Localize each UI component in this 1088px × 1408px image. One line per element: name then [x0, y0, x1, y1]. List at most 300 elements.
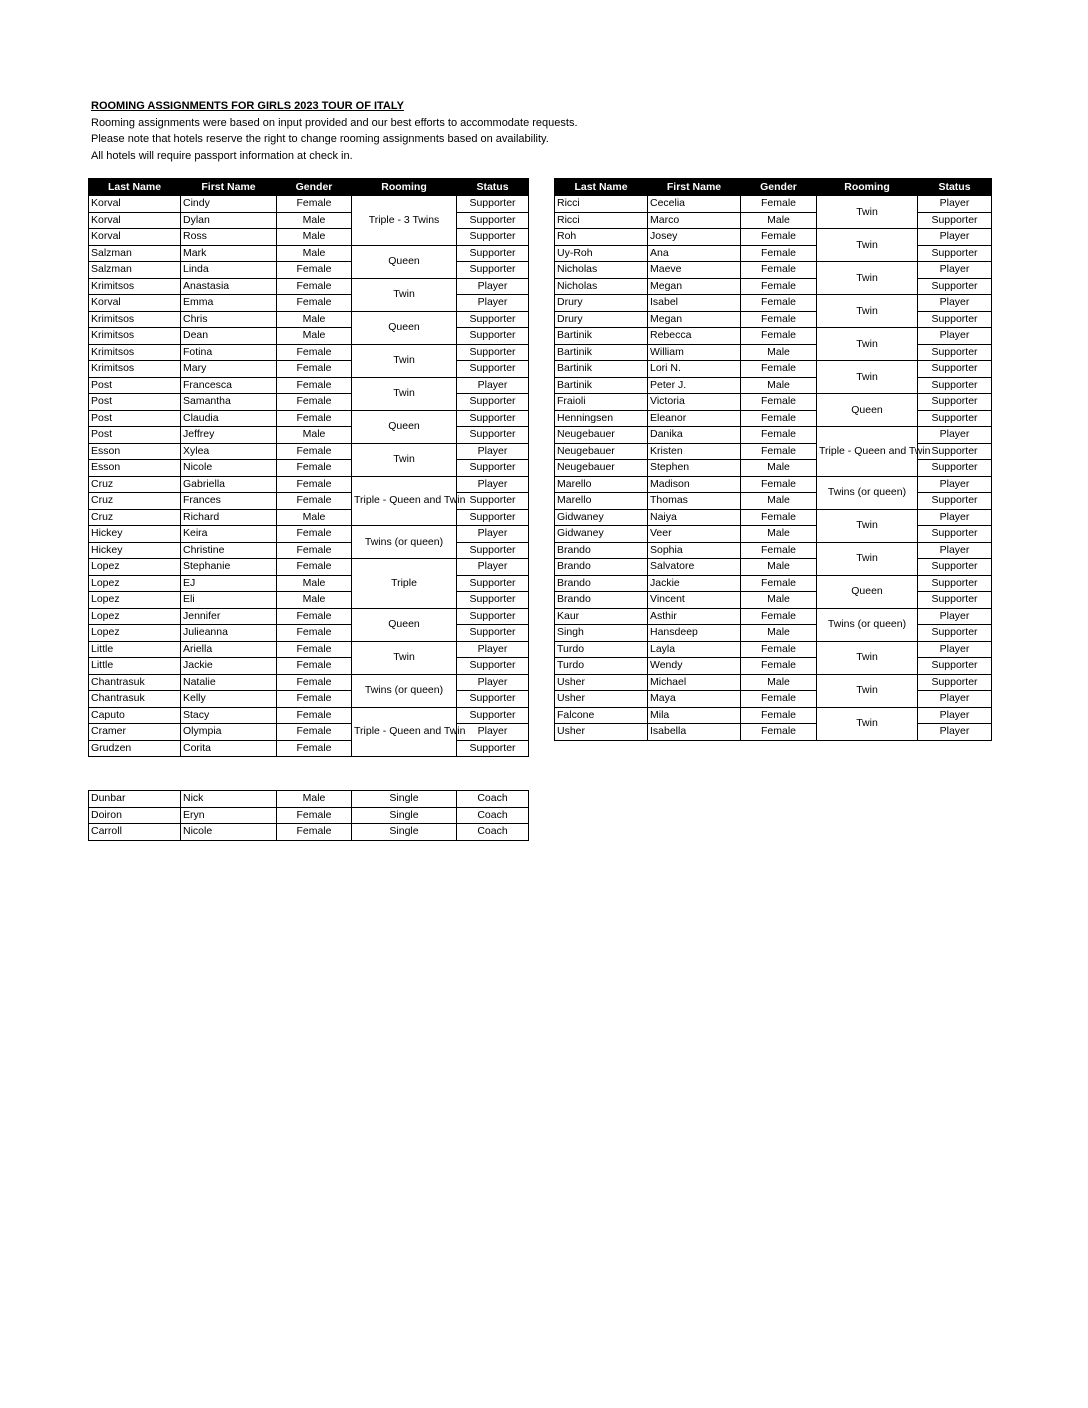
- last-name-cell: Esson: [89, 443, 181, 460]
- table-row: [89, 361, 529, 378]
- status-cell: Supporter: [918, 575, 992, 592]
- last-name-cell: Cramer: [89, 724, 181, 741]
- first-name-cell: Ariella: [181, 641, 277, 658]
- table-row: [555, 559, 992, 576]
- table-row: [89, 427, 529, 444]
- status-cell: Coach: [457, 791, 529, 808]
- gender-cell: Female: [741, 542, 817, 559]
- table-row: [555, 377, 992, 394]
- status-cell: Supporter: [457, 427, 529, 444]
- status-cell: Supporter: [457, 245, 529, 262]
- gender-cell: Female: [741, 410, 817, 427]
- rooming-cell: Triple - 3 Twins: [352, 196, 457, 246]
- last-name-cell: Cruz: [89, 493, 181, 510]
- intro-line-1: Rooming assignments were based on input provided and our best efforts to accommodate requests.: [91, 116, 578, 129]
- status-cell: Supporter: [457, 344, 529, 361]
- first-name-cell: Natalie: [181, 674, 277, 691]
- table-row: [89, 526, 529, 543]
- gender-cell: Male: [277, 311, 352, 328]
- gender-cell: Female: [277, 526, 352, 543]
- table-row: [89, 691, 529, 708]
- gender-cell: Female: [741, 262, 817, 279]
- table-row: [89, 658, 529, 675]
- gender-cell: Male: [741, 460, 817, 477]
- table-row: [555, 262, 992, 279]
- col-header-rooming: Rooming: [352, 179, 457, 196]
- table-row: [555, 295, 992, 312]
- status-cell: Player: [457, 377, 529, 394]
- last-name-cell: Krimitsos: [89, 328, 181, 345]
- first-name-cell: Wendy: [648, 658, 741, 675]
- status-cell: Supporter: [457, 311, 529, 328]
- status-cell: Player: [918, 608, 992, 625]
- gender-cell: Female: [741, 328, 817, 345]
- rooming-cell: Single: [352, 791, 457, 808]
- gender-cell: Female: [277, 824, 352, 841]
- last-name-cell: Bartinik: [555, 344, 648, 361]
- table-row: [89, 625, 529, 642]
- rooming-cell: Queen: [817, 394, 918, 427]
- rooming-cell: Twin: [817, 674, 918, 707]
- last-name-cell: Post: [89, 377, 181, 394]
- last-name-cell: Lopez: [89, 575, 181, 592]
- first-name-cell: Linda: [181, 262, 277, 279]
- gender-cell: Female: [277, 625, 352, 642]
- first-name-cell: Ana: [648, 245, 741, 262]
- first-name-cell: Fotina: [181, 344, 277, 361]
- status-cell: Supporter: [457, 707, 529, 724]
- table-row: [89, 592, 529, 609]
- first-name-cell: Peter J.: [648, 377, 741, 394]
- last-name-cell: Hickey: [89, 542, 181, 559]
- first-name-cell: Michael: [648, 674, 741, 691]
- gender-cell: Female: [741, 575, 817, 592]
- first-name-cell: Isabel: [648, 295, 741, 312]
- first-name-cell: Francesca: [181, 377, 277, 394]
- first-name-cell: Isabella: [648, 724, 741, 741]
- table-row: [89, 212, 529, 229]
- rooming-cell: Twins (or queen): [817, 608, 918, 641]
- header-row: [555, 179, 992, 196]
- gender-cell: Male: [277, 229, 352, 246]
- first-name-cell: Nicole: [181, 824, 277, 841]
- gender-cell: Male: [741, 674, 817, 691]
- table-row: [89, 344, 529, 361]
- table-row: [89, 311, 529, 328]
- table-row: [555, 608, 992, 625]
- gender-cell: Male: [277, 245, 352, 262]
- gender-cell: Female: [277, 443, 352, 460]
- last-name-cell: Marello: [555, 476, 648, 493]
- rooming-table-right: [554, 178, 992, 741]
- last-name-cell: Neugebauer: [555, 443, 648, 460]
- table-row: [555, 229, 992, 246]
- gender-cell: Female: [277, 559, 352, 576]
- first-name-cell: EJ: [181, 575, 277, 592]
- first-name-cell: Megan: [648, 278, 741, 295]
- last-name-cell: Drury: [555, 311, 648, 328]
- table-row: [89, 262, 529, 279]
- last-name-cell: Falcone: [555, 707, 648, 724]
- first-name-cell: Gabriella: [181, 476, 277, 493]
- last-name-cell: Usher: [555, 691, 648, 708]
- table-row: [89, 707, 529, 724]
- table-row: [555, 509, 992, 526]
- status-cell: Player: [457, 526, 529, 543]
- table-row: [89, 807, 529, 824]
- first-name-cell: Jennifer: [181, 608, 277, 625]
- status-cell: Supporter: [457, 592, 529, 609]
- gender-cell: Male: [741, 493, 817, 510]
- table-row: [555, 278, 992, 295]
- status-cell: Supporter: [918, 245, 992, 262]
- last-name-cell: Neugebauer: [555, 427, 648, 444]
- rooming-cell: Twin: [817, 542, 918, 575]
- gender-cell: Female: [277, 641, 352, 658]
- status-cell: Supporter: [457, 328, 529, 345]
- table-row: [89, 542, 529, 559]
- first-name-cell: Thomas: [648, 493, 741, 510]
- status-cell: Player: [457, 443, 529, 460]
- last-name-cell: Caputo: [89, 707, 181, 724]
- rooming-cell: Twin: [817, 361, 918, 394]
- first-name-cell: Danika: [648, 427, 741, 444]
- status-cell: Supporter: [918, 278, 992, 295]
- last-name-cell: Bartinik: [555, 361, 648, 378]
- gender-cell: Female: [741, 229, 817, 246]
- first-name-cell: Claudia: [181, 410, 277, 427]
- gender-cell: Female: [741, 245, 817, 262]
- last-name-cell: Korval: [89, 196, 181, 213]
- col-header-first-name: First Name: [648, 179, 741, 196]
- table-row: [555, 674, 992, 691]
- last-name-cell: Esson: [89, 460, 181, 477]
- first-name-cell: Samantha: [181, 394, 277, 411]
- last-name-cell: Dunbar: [89, 791, 181, 808]
- last-name-cell: Turdo: [555, 641, 648, 658]
- last-name-cell: Korval: [89, 229, 181, 246]
- status-cell: Supporter: [457, 394, 529, 411]
- status-cell: Supporter: [457, 625, 529, 642]
- gender-cell: Male: [741, 559, 817, 576]
- status-cell: Player: [457, 295, 529, 312]
- table-row: [555, 196, 992, 213]
- last-name-cell: Bartinik: [555, 328, 648, 345]
- gender-cell: Female: [741, 509, 817, 526]
- rooming-cell: Twin: [817, 328, 918, 361]
- table-row: [89, 278, 529, 295]
- gender-cell: Female: [277, 394, 352, 411]
- status-cell: Player: [918, 328, 992, 345]
- rooming-cell: Queen: [352, 410, 457, 443]
- last-name-cell: Roh: [555, 229, 648, 246]
- gender-cell: Female: [741, 707, 817, 724]
- first-name-cell: William: [648, 344, 741, 361]
- last-name-cell: Henningsen: [555, 410, 648, 427]
- status-cell: Supporter: [457, 658, 529, 675]
- gender-cell: Male: [741, 592, 817, 609]
- gender-cell: Female: [277, 493, 352, 510]
- first-name-cell: Eli: [181, 592, 277, 609]
- gender-cell: Male: [741, 625, 817, 642]
- first-name-cell: Chris: [181, 311, 277, 328]
- table-row: [89, 377, 529, 394]
- col-header-first-name: First Name: [181, 179, 277, 196]
- rooming-cell: Twin: [817, 229, 918, 262]
- table-row: [555, 575, 992, 592]
- first-name-cell: Madison: [648, 476, 741, 493]
- table-row: [555, 361, 992, 378]
- status-cell: Player: [918, 509, 992, 526]
- last-name-cell: Lopez: [89, 608, 181, 625]
- last-name-cell: Gidwaney: [555, 509, 648, 526]
- last-name-cell: Marello: [555, 493, 648, 510]
- last-name-cell: Korval: [89, 295, 181, 312]
- rooming-cell: Queen: [352, 311, 457, 344]
- gender-cell: Female: [277, 196, 352, 213]
- status-cell: Supporter: [457, 509, 529, 526]
- rooming-cell: Twin: [352, 344, 457, 377]
- document-title: ROOMING ASSIGNMENTS FOR GIRLS 2023 TOUR OF ITALY: [91, 100, 404, 112]
- status-cell: Coach: [457, 807, 529, 824]
- first-name-cell: Kristen: [648, 443, 741, 460]
- gender-cell: Female: [277, 724, 352, 741]
- first-name-cell: Josey: [648, 229, 741, 246]
- intro-line-3: All hotels will require passport information at check in.: [91, 149, 353, 162]
- table-row: [89, 460, 529, 477]
- status-cell: Supporter: [918, 443, 992, 460]
- table-row: [89, 295, 529, 312]
- table-row: [555, 526, 992, 543]
- first-name-cell: Keira: [181, 526, 277, 543]
- last-name-cell: Lopez: [89, 559, 181, 576]
- last-name-cell: Brando: [555, 542, 648, 559]
- last-name-cell: Turdo: [555, 658, 648, 675]
- first-name-cell: Layla: [648, 641, 741, 658]
- table-row: [89, 674, 529, 691]
- first-name-cell: Vincent: [648, 592, 741, 609]
- first-name-cell: Mary: [181, 361, 277, 378]
- gender-cell: Male: [741, 377, 817, 394]
- first-name-cell: Marco: [648, 212, 741, 229]
- table-row: [555, 592, 992, 609]
- table-row: [555, 493, 992, 510]
- rooming-cell: Twin: [352, 278, 457, 311]
- rooming-cell: Twins (or queen): [352, 526, 457, 559]
- table-row: [89, 476, 529, 493]
- last-name-cell: Neugebauer: [555, 460, 648, 477]
- last-name-cell: Bartinik: [555, 377, 648, 394]
- col-header-status: Status: [918, 179, 992, 196]
- table-row: [89, 196, 529, 213]
- rooming-cell: Triple - Queen and Twin: [352, 476, 457, 526]
- table-row: [89, 245, 529, 262]
- status-cell: Supporter: [457, 212, 529, 229]
- rooming-cell: Twin: [817, 295, 918, 328]
- gender-cell: Female: [741, 658, 817, 675]
- rooming-cell: Twin: [352, 443, 457, 476]
- table-row: [555, 724, 992, 741]
- status-cell: Player: [918, 707, 992, 724]
- gender-cell: Female: [741, 608, 817, 625]
- table-row: [555, 328, 992, 345]
- first-name-cell: Stacy: [181, 707, 277, 724]
- last-name-cell: Korval: [89, 212, 181, 229]
- last-name-cell: Kaur: [555, 608, 648, 625]
- status-cell: Supporter: [918, 559, 992, 576]
- gender-cell: Female: [277, 377, 352, 394]
- first-name-cell: Christine: [181, 542, 277, 559]
- gender-cell: Female: [741, 476, 817, 493]
- status-cell: Supporter: [457, 575, 529, 592]
- status-cell: Player: [918, 691, 992, 708]
- status-cell: Player: [457, 641, 529, 658]
- status-cell: Supporter: [457, 229, 529, 246]
- first-name-cell: Rebecca: [648, 328, 741, 345]
- table-row: [89, 791, 529, 808]
- status-cell: Player: [918, 295, 992, 312]
- first-name-cell: Asthir: [648, 608, 741, 625]
- last-name-cell: Carroll: [89, 824, 181, 841]
- col-header-gender: Gender: [277, 179, 352, 196]
- gender-cell: Female: [277, 608, 352, 625]
- status-cell: Player: [457, 674, 529, 691]
- first-name-cell: Eryn: [181, 807, 277, 824]
- table-row: [89, 824, 529, 841]
- status-cell: Supporter: [457, 608, 529, 625]
- first-name-cell: Mark: [181, 245, 277, 262]
- gender-cell: Female: [277, 740, 352, 757]
- last-name-cell: Krimitsos: [89, 361, 181, 378]
- gender-cell: Female: [277, 542, 352, 559]
- first-name-cell: Lori N.: [648, 361, 741, 378]
- status-cell: Supporter: [918, 311, 992, 328]
- gender-cell: Male: [277, 592, 352, 609]
- header-row: [89, 179, 529, 196]
- gender-cell: Female: [277, 410, 352, 427]
- rooming-cell: Twins (or queen): [817, 476, 918, 509]
- last-name-cell: Nicholas: [555, 278, 648, 295]
- rooming-cell: Twin: [817, 196, 918, 229]
- status-cell: Player: [918, 724, 992, 741]
- last-name-cell: Chantrasuk: [89, 691, 181, 708]
- last-name-cell: Ricci: [555, 196, 648, 213]
- gender-cell: Female: [741, 724, 817, 741]
- gender-cell: Male: [277, 427, 352, 444]
- status-cell: Player: [918, 641, 992, 658]
- gender-cell: Female: [277, 361, 352, 378]
- last-name-cell: Singh: [555, 625, 648, 642]
- status-cell: Supporter: [457, 262, 529, 279]
- first-name-cell: Jackie: [181, 658, 277, 675]
- table-row: [89, 740, 529, 757]
- status-cell: Player: [918, 229, 992, 246]
- last-name-cell: Ricci: [555, 212, 648, 229]
- status-cell: Supporter: [918, 625, 992, 642]
- gender-cell: Female: [277, 658, 352, 675]
- table-row: [89, 328, 529, 345]
- status-cell: Supporter: [918, 658, 992, 675]
- first-name-cell: Kelly: [181, 691, 277, 708]
- table-row: [89, 394, 529, 411]
- table-row: [555, 394, 992, 411]
- gender-cell: Female: [741, 394, 817, 411]
- intro-line-2: Please note that hotels reserve the right to change rooming assignments based on availability.: [91, 133, 549, 145]
- first-name-cell: Emma: [181, 295, 277, 312]
- first-name-cell: Mila: [648, 707, 741, 724]
- last-name-cell: Krimitsos: [89, 278, 181, 295]
- first-name-cell: Hansdeep: [648, 625, 741, 642]
- status-cell: Supporter: [918, 460, 992, 477]
- last-name-cell: Brando: [555, 592, 648, 609]
- gender-cell: Female: [741, 427, 817, 444]
- first-name-cell: Jeffrey: [181, 427, 277, 444]
- table-row: [555, 476, 992, 493]
- table-row: [555, 410, 992, 427]
- status-cell: Player: [457, 724, 529, 741]
- rooming-cell: Queen: [352, 245, 457, 278]
- gender-cell: Male: [277, 328, 352, 345]
- gender-cell: Female: [277, 295, 352, 312]
- last-name-cell: Grudzen: [89, 740, 181, 757]
- last-name-cell: Post: [89, 394, 181, 411]
- table-row: [89, 229, 529, 246]
- first-name-cell: Frances: [181, 493, 277, 510]
- table-row: [555, 311, 992, 328]
- last-name-cell: Brando: [555, 559, 648, 576]
- status-cell: Supporter: [918, 394, 992, 411]
- status-cell: Supporter: [918, 674, 992, 691]
- first-name-cell: Julieanna: [181, 625, 277, 642]
- table-row: [89, 443, 529, 460]
- gender-cell: Female: [277, 707, 352, 724]
- gender-cell: Female: [741, 196, 817, 213]
- first-name-cell: Maya: [648, 691, 741, 708]
- gender-cell: Male: [277, 575, 352, 592]
- coach-table: [88, 790, 529, 841]
- last-name-cell: Chantrasuk: [89, 674, 181, 691]
- status-cell: Supporter: [918, 493, 992, 510]
- first-name-cell: Eleanor: [648, 410, 741, 427]
- rooming-cell: Twin: [352, 377, 457, 410]
- status-cell: Player: [457, 476, 529, 493]
- first-name-cell: Nick: [181, 791, 277, 808]
- first-name-cell: Richard: [181, 509, 277, 526]
- gender-cell: Female: [277, 262, 352, 279]
- status-cell: Supporter: [457, 691, 529, 708]
- status-cell: Supporter: [457, 361, 529, 378]
- last-name-cell: Salzman: [89, 245, 181, 262]
- gender-cell: Male: [741, 344, 817, 361]
- table-row: [555, 344, 992, 361]
- status-cell: Supporter: [457, 542, 529, 559]
- table-row: [555, 427, 992, 444]
- last-name-cell: Uy-Roh: [555, 245, 648, 262]
- gender-cell: Male: [277, 212, 352, 229]
- gender-cell: Female: [741, 641, 817, 658]
- rooming-cell: Triple: [352, 559, 457, 609]
- status-cell: Supporter: [457, 740, 529, 757]
- table-row: [555, 707, 992, 724]
- rooming-cell: Twins (or queen): [352, 674, 457, 707]
- last-name-cell: Hickey: [89, 526, 181, 543]
- gender-cell: Female: [277, 460, 352, 477]
- rooming-cell: Twin: [817, 509, 918, 542]
- first-name-cell: Xylea: [181, 443, 277, 460]
- col-header-rooming: Rooming: [817, 179, 918, 196]
- gender-cell: Male: [277, 791, 352, 808]
- last-name-cell: Little: [89, 658, 181, 675]
